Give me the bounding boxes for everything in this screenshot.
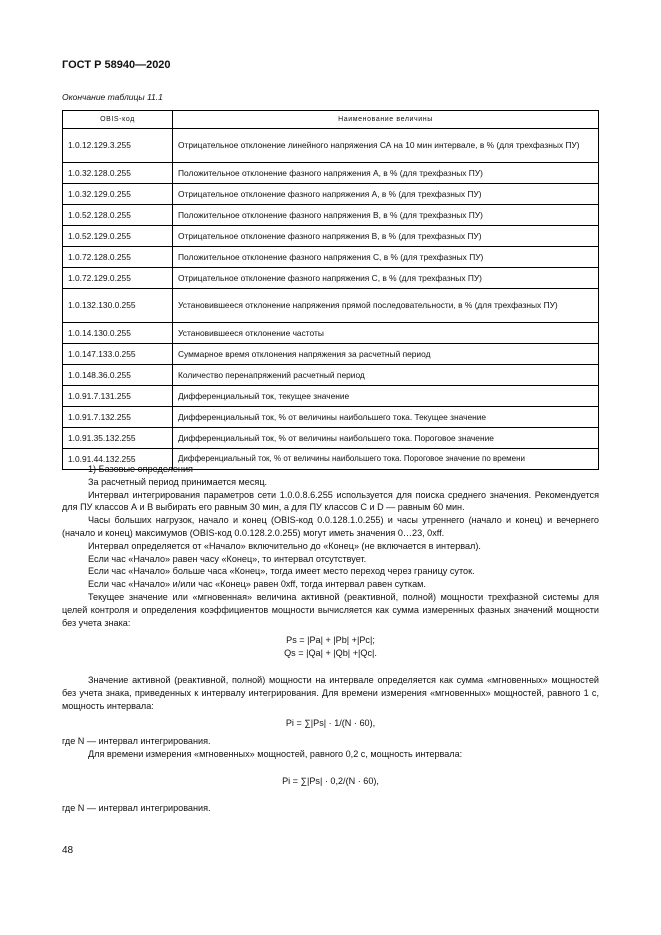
formula-line: Ps = |Pa| + |Pb| +|Pc|; — [286, 635, 375, 646]
obis-code-cell: 1.0.32.128.0.255 — [63, 163, 173, 184]
formula: Pi = ∑|Ps| · 1/(N · 60), — [285, 718, 376, 729]
obis-code-cell: 1.0.91.35.132.255 — [63, 428, 173, 449]
quantity-name-cell: Положительное отклонение фазного напряжения С, в % (для трехфазных ПУ) — [173, 247, 599, 268]
obis-code-cell: 1.0.148.36.0.255 — [63, 365, 173, 386]
formula-block — [62, 634, 599, 660]
quantity-name-cell: Дифференциальный ток, % от величины наибольшего тока. Текущее значение — [173, 407, 599, 428]
quantity-name-cell: Установившееся отклонение напряжения прямой последовательности, в % (для трехфазных ПУ) — [173, 289, 599, 323]
table-row — [63, 268, 599, 289]
obis-table — [62, 110, 599, 470]
quantity-name-cell: Отрицательное отклонение фазного напряжения С, в % (для трехфазных ПУ) — [173, 268, 599, 289]
quantity-name-cell: Дифференциальный ток, % от величины наибольшего тока. Пороговое значение — [173, 428, 599, 449]
quantity-name-cell: Положительное отклонение фазного напряжения В, в % (для трехфазных ПУ) — [173, 205, 599, 226]
paragraph: За расчетный период принимается месяц. — [88, 476, 268, 487]
formula: Pi = ∑|Ps| · 0,2/(N · 60), — [282, 775, 379, 786]
table-row — [63, 344, 599, 365]
paragraph: Интервал определяется от «Начало» включительно до «Конец» (не включается в интервал). — [88, 540, 481, 551]
table-row — [63, 289, 599, 323]
paragraph: Для времени измерения «мгновенных» мощностей, равного 0,2 с, мощность интервала: — [88, 748, 463, 759]
table-row — [63, 428, 599, 449]
obis-code-cell: 1.0.52.129.0.255 — [63, 226, 173, 247]
paragraph: Если час «Начало» больше часа «Конец», тогда имеет место переход через границу суток. — [88, 566, 475, 577]
body-text — [62, 463, 599, 814]
paragraph: Если час «Начало» и/или час «Конец» равен 0xff, тогда интервал равен суткам. — [88, 579, 426, 590]
quantity-name-cell: Количество перенапряжений расчетный период — [173, 365, 599, 386]
table-row — [63, 205, 599, 226]
table-row — [63, 323, 599, 344]
obis-code-cell: 1.0.52.128.0.255 — [63, 205, 173, 226]
obis-code-cell: 1.0.91.44.132.255 — [63, 449, 173, 470]
quantity-name-cell: Отрицательное отклонение фазного напряжения В, в % (для трехфазных ПУ) — [173, 226, 599, 247]
obis-code-cell: 1.0.91.7.131.255 — [63, 386, 173, 407]
paragraph: Часы больших нагрузок, начало и конец (OBIS-код 0.0.128.1.0.255) и часы утреннего (начало и конец) и вечернего (начало и конец) максимумов (OBIS-код 0.0.128.2.0.255) могут иметь значения 0…23, 0xff. — [62, 515, 599, 538]
quantity-name-cell: Отрицательное отклонение линейного напряжения СА на 10 мин интервале, в % (для трехфазных ПУ) — [173, 129, 599, 163]
quantity-name-cell: Положительное отклонение фазного напряжения А, в % (для трехфазных ПУ) — [173, 163, 599, 184]
paragraph: Если час «Начало» равен часу «Конец», то интервал отсутствует. — [88, 553, 367, 564]
table-row — [63, 129, 599, 163]
table-row — [63, 365, 599, 386]
quantity-name-cell: Дифференциальный ток, % от величины наибольшего тока. Пороговое значение по времени — [173, 449, 599, 470]
quantity-name-cell: Установившееся отклонение частоты — [173, 323, 599, 344]
paragraph: Значение активной (реактивной, полной) мощности на интервале определяется как сумма «мгновенных» мощностей без учета знака, приведенных к интервалу интегрирования. Для времени измерения «мгновенных» мощностей, равного 1 с, мощность интервала: — [62, 674, 599, 711]
paragraph: Интервал интегрирования параметров сети 1.0.0.8.6.255 используется для поиска среднего значения. Рекомендуется для ПУ классов А и В выбирать его равным 30 мин, а для ПУ классов С и D — равным 60 мин. — [62, 489, 599, 513]
quantity-name-cell: Отрицательное отклонение фазного напряжения А, в % (для трехфазных ПУ) — [173, 184, 599, 205]
obis-code-cell: 1.0.72.129.0.255 — [63, 268, 173, 289]
table-row — [63, 226, 599, 247]
page-number: 48 — [62, 845, 74, 856]
obis-code-cell: 1.0.132.130.0.255 — [63, 289, 173, 323]
obis-code-cell: 1.0.32.129.0.255 — [63, 184, 173, 205]
quantity-name-cell: Дифференциальный ток, текущее значение — [173, 386, 599, 407]
table-caption: Окончание таблицы 11.1 — [62, 92, 163, 102]
paragraph: где N — интервал интегрирования. — [62, 736, 211, 747]
table-row — [63, 407, 599, 428]
table-row — [63, 163, 599, 184]
obis-code-cell: 1.0.91.7.132.255 — [63, 407, 173, 428]
table-header-row — [63, 111, 599, 129]
obis-code-cell: 1.0.147.133.0.255 — [63, 344, 173, 365]
paragraph: где N — интервал интегрирования. — [62, 802, 211, 813]
column-header-obis: OBIS-код — [63, 111, 173, 129]
obis-code-cell: 1.0.72.128.0.255 — [63, 247, 173, 268]
obis-code-cell: 1.0.14.130.0.255 — [63, 323, 173, 344]
obis-code-cell: 1.0.12.129.3.255 — [63, 129, 173, 163]
section-heading: 1) Базовые определения — [88, 464, 193, 474]
table-row — [63, 184, 599, 205]
document-header: ГОСТ Р 58940—2020 — [62, 59, 171, 71]
paragraph: Текущее значение или «мгновенная» величина активной (реактивной, полной) мощности трехфазной системы для целей контроля и определения коэффициентов мощности вычисляется как сумма измеренных фазных значений мощности без учета знака: — [62, 591, 599, 628]
column-header-name: Наименование величины — [173, 111, 599, 129]
table-row — [63, 386, 599, 407]
formula-line: Qs = |Qa| + |Qb| +|Qc|. — [284, 648, 377, 659]
quantity-name-cell: Суммарное время отклонения напряжения за расчетный период — [173, 344, 599, 365]
table-row — [63, 247, 599, 268]
